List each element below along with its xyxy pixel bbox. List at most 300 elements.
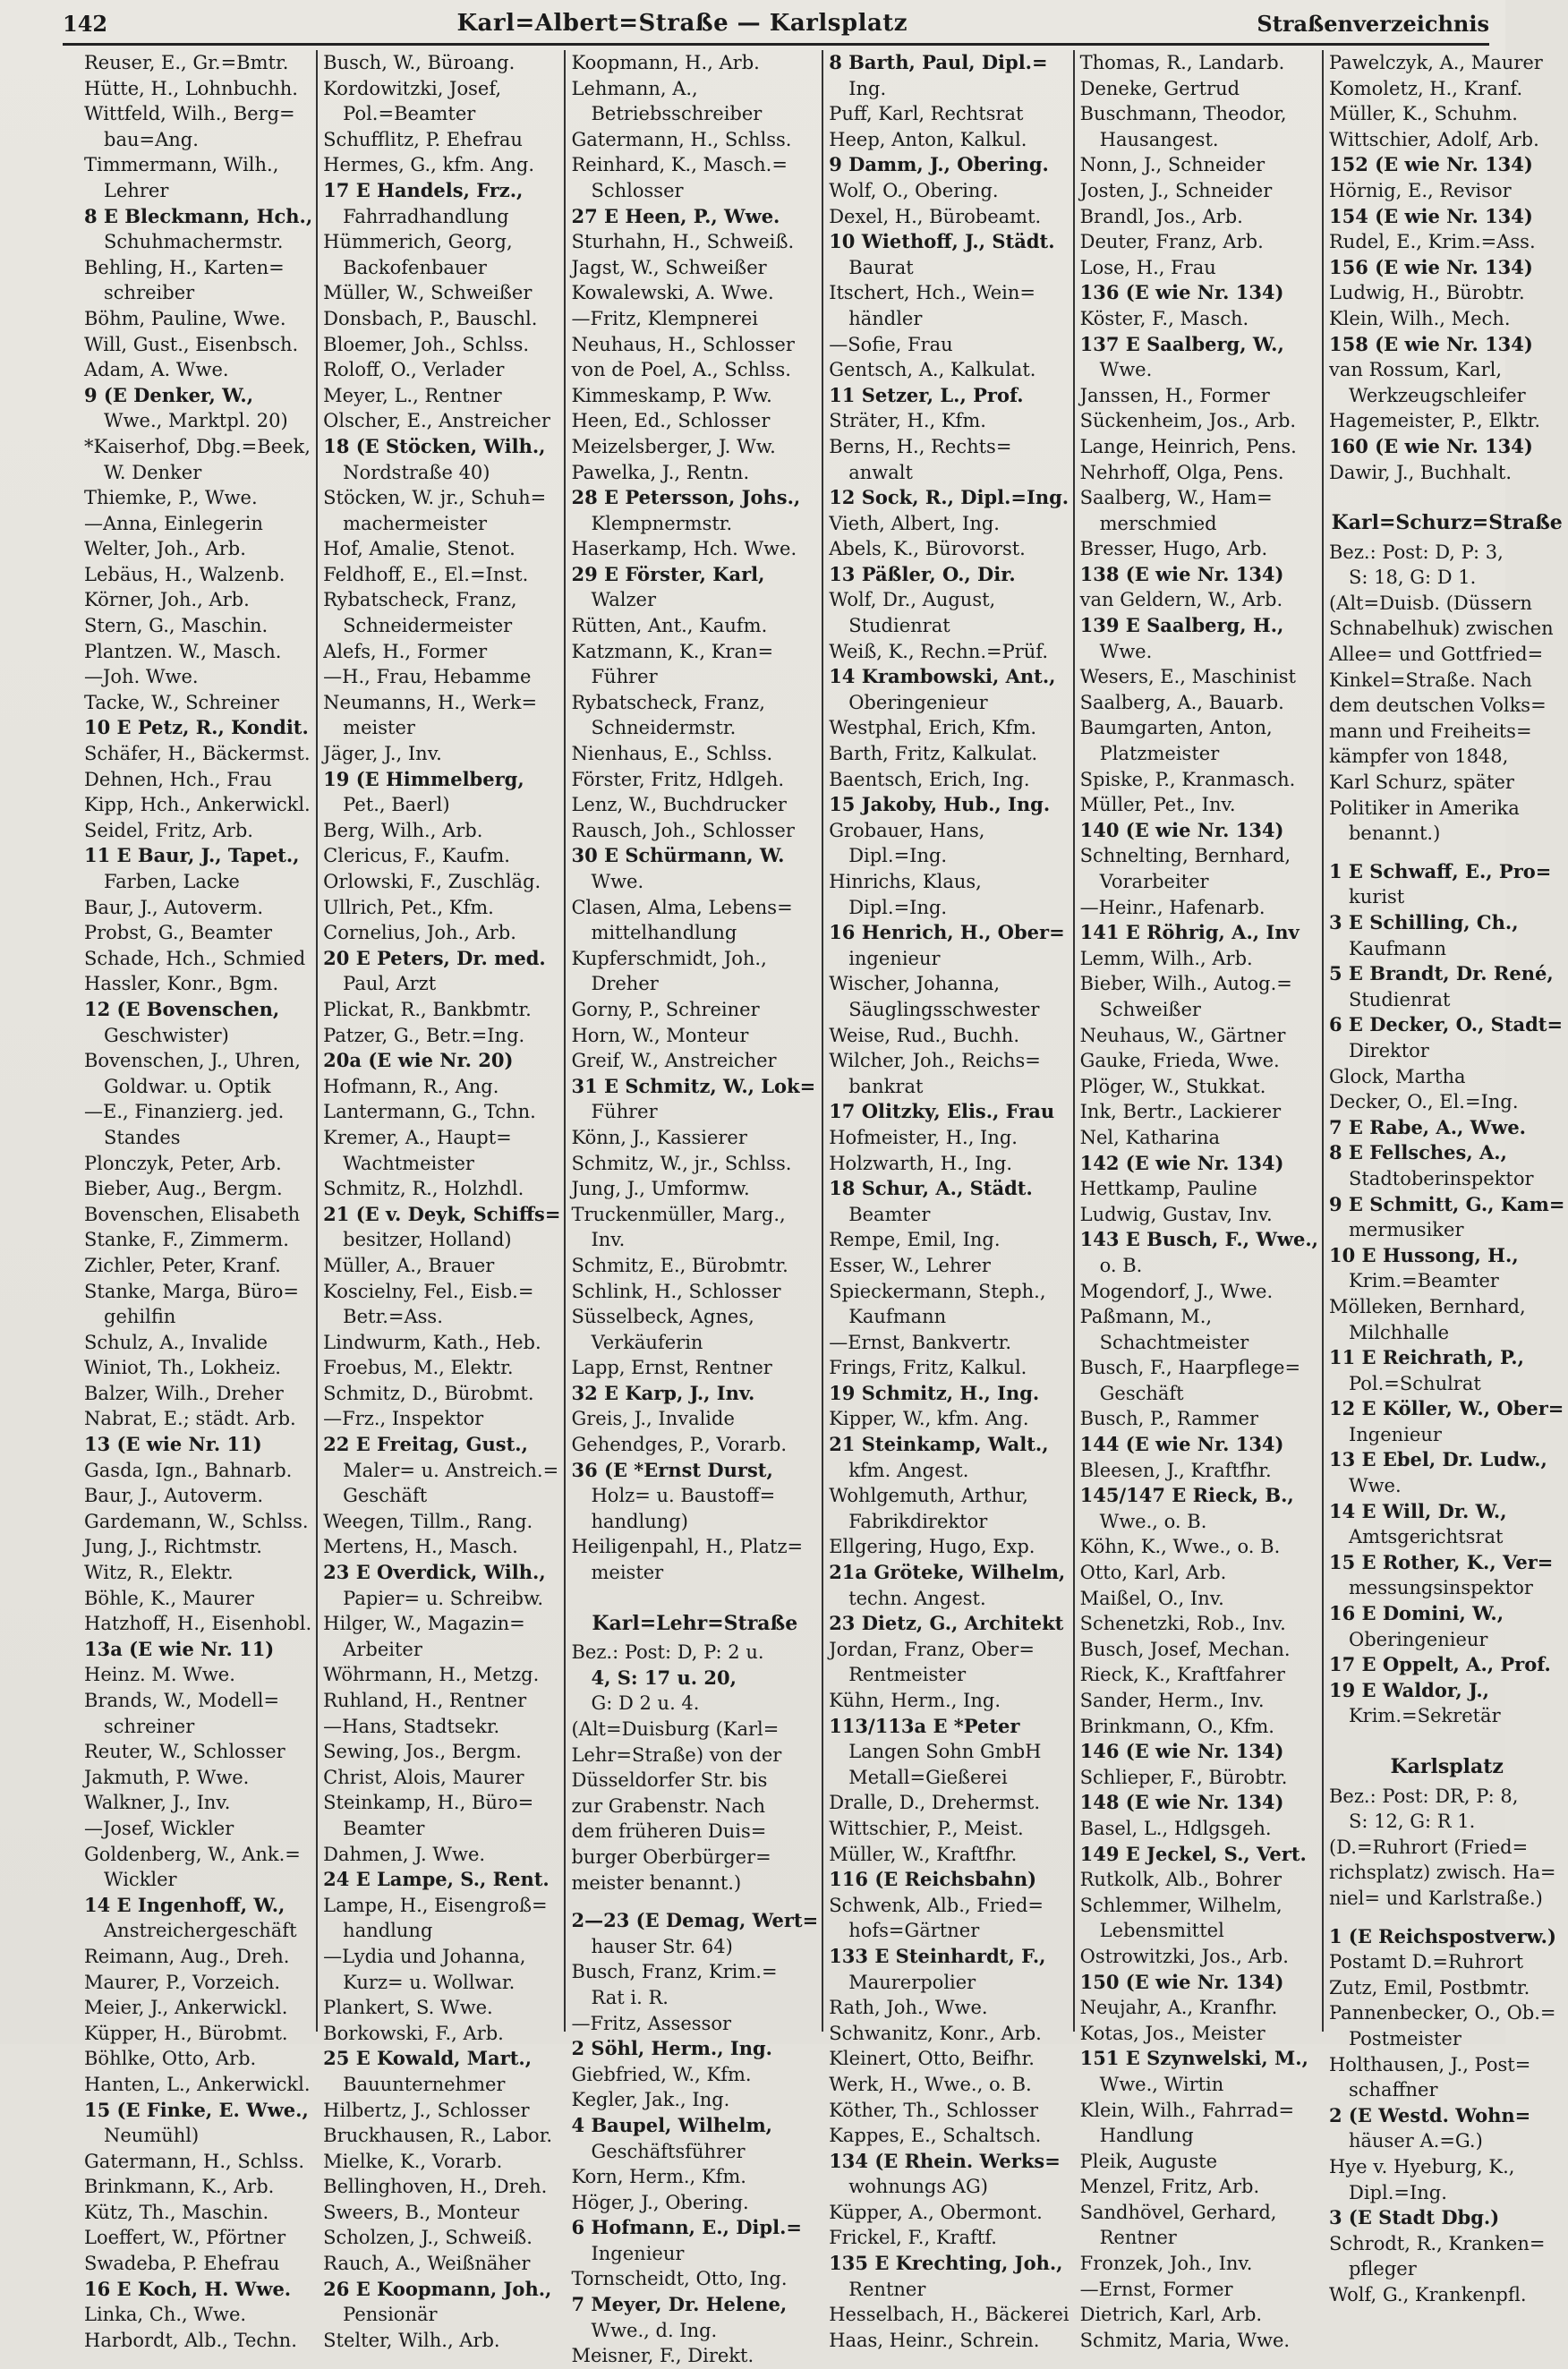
directory-entry-line: Fabrikdirektor	[848, 1510, 988, 1532]
directory-entry-line: Bieber, Wilh., Autog.=	[1079, 973, 1292, 995]
directory-entry-line: Plickat, R., Bankbmtr.	[323, 998, 532, 1020]
directory-entry-line: 2—23 (E Demag, Wert=	[571, 1909, 819, 1932]
directory-entry-line: Wwe., Marktpl. 20)	[104, 410, 288, 432]
directory-entry-line: Baumgarten, Anton,	[1079, 717, 1273, 739]
directory-entry-line: Geschäft	[1099, 1382, 1184, 1404]
directory-entry-line: Holthausen, J., Post=	[1328, 2053, 1531, 2075]
directory-entry-line: 21a Gröteke, Wilhelm,	[829, 1561, 1066, 1584]
directory-entry-line: Hilger, W., Magazin=	[323, 1613, 525, 1635]
directory-entry-line: Schmitz, E., Bürobmtr.	[571, 1254, 788, 1276]
directory-entry-line: 137 E Saalberg, W.,	[1079, 332, 1284, 355]
directory-entry-line: 154 (E wie Nr. 134)	[1328, 204, 1533, 227]
directory-entry-line: Postamt D.=Ruhrort	[1328, 1951, 1524, 1973]
directory-entry-line: (Alt=Duisburg (Karl=	[571, 1718, 780, 1740]
directory-entry-line: Bellinghoven, H., Dreh.	[323, 2176, 548, 2198]
directory-entry-line: Beamter	[343, 1817, 425, 1839]
directory-entry-line: Wittfeld, Wilh., Berg=	[84, 103, 295, 125]
directory-entry-line: Jakmuth, P. Wwe.	[84, 1766, 250, 1788]
directory-entry-line: Betriebsschreiber	[591, 103, 763, 125]
directory-entry-line: Wwe.	[1099, 640, 1153, 662]
directory-entry-line: Busch, Josef, Mechan.	[1079, 1638, 1291, 1660]
directory-entry-line: 156 (E wie Nr. 134)	[1328, 255, 1533, 278]
directory-entry-line: Kimmeskamp, P. Ww.	[571, 384, 772, 406]
directory-entry-line: Bresser, Hugo, Arb.	[1079, 538, 1268, 560]
directory-entry-line: Sträter, H., Kfm.	[829, 410, 986, 432]
directory-entry-line: Lebäus, H., Walzenb.	[84, 563, 285, 585]
directory-entry-line: 141 E Röhrig, A., Inv	[1079, 921, 1300, 944]
directory-entry-line: Beamter	[848, 1203, 931, 1225]
directory-entry-line: 151 E Szynwelski, M.,	[1079, 2047, 1308, 2070]
directory-entry-line: Brandl, Jos., Arb.	[1079, 205, 1243, 227]
directory-entry-line: Dralle, D., Drehermst.	[829, 1792, 1041, 1814]
directory-entry-line: Lampe, H., Eisengroß=	[323, 1894, 548, 1916]
directory-entry-line: Busch, F., Haarpflege=	[1079, 1357, 1301, 1379]
directory-entry-line: Walzer	[591, 589, 657, 611]
directory-entry-line: Feldhoff, E., El.=Inst.	[323, 563, 529, 585]
directory-entry-line: Rempe, Emil, Ing.	[829, 1229, 1001, 1251]
directory-entry-line: Komoletz, H., Kranf.	[1328, 77, 1523, 99]
directory-entry-line: Stöcken, W. jr., Schuh=	[323, 487, 547, 509]
directory-entry-line: Arbeiter	[343, 1638, 422, 1660]
directory-entry-line: Schulz, A., Invalide	[84, 1331, 268, 1353]
directory-entry-line: 26 E Koopmann, Joh.,	[323, 2277, 552, 2300]
directory-entry-line: Clericus, F., Kaufm.	[323, 845, 510, 867]
directory-entry-line: Lange, Heinrich, Pens.	[1079, 435, 1297, 457]
directory-entry-line: 2 Söhl, Herm., Ing.	[571, 2037, 772, 2060]
directory-entry-line: 16 Henrich, H., Ober=	[829, 921, 1065, 944]
directory-entry-line: Ing.	[848, 77, 887, 99]
directory-entry-line: machermeister	[343, 512, 488, 534]
directory-entry-line: Reinhard, K., Masch.=	[571, 154, 788, 176]
directory-column-3	[566, 50, 823, 2367]
directory-entry-line: Frings, Fritz, Kalkul.	[829, 1357, 1027, 1379]
directory-entry-line: Köhn, K., Wwe., o. B.	[1079, 1536, 1281, 1558]
directory-entry-line: Schrodt, R., Kranken=	[1328, 2232, 1546, 2254]
directory-entry-line: 24 E Lampe, S., Rent.	[323, 1868, 550, 1891]
directory-entry-line: Janssen, H., Former	[1079, 384, 1270, 406]
directory-entry-line: Vorarbeiter	[1099, 871, 1209, 892]
directory-entry-line: Meyer, L., Rentner	[323, 384, 502, 406]
directory-entry-line: Nel, Katharina	[1079, 1126, 1220, 1148]
directory-entry-line: Schmitz, W., jr., Schlss.	[571, 1152, 792, 1174]
directory-entry-line: Zichler, Peter, Kranf.	[84, 1254, 281, 1276]
directory-entry-line: 17 E Handels, Frz.,	[323, 178, 524, 201]
directory-entry-line: anwalt	[848, 461, 913, 483]
directory-entry-line: Ellgering, Hugo, Exp.	[829, 1536, 1035, 1558]
header-rule	[63, 43, 1489, 46]
directory-entry-line: Frickel, F., Kraftf.	[829, 2227, 997, 2249]
directory-entry-line: Dehnen, Hch., Frau	[84, 768, 272, 790]
directory-entry-line: Führer	[591, 1101, 658, 1123]
directory-entry-line: Maurerpolier	[848, 1971, 976, 1993]
directory-entry-line: *Kaiserhof, Dbg.=Beek,	[84, 435, 311, 457]
directory-entry-line: Katzmann, K., Kran=	[571, 640, 774, 662]
directory-entry-line: Wischer, Johanna,	[829, 973, 1001, 995]
directory-entry-line: Schneidermeister	[343, 615, 513, 637]
directory-entry-line: Itschert, Hch., Wein=	[829, 282, 1036, 304]
directory-entry-line: Paßmann, M.,	[1079, 1306, 1213, 1328]
directory-entry-line: Müller, A., Brauer	[323, 1254, 495, 1276]
directory-entry-line: Kinkel=Straße. Nach	[1328, 669, 1532, 691]
directory-entry-line: 22 E Freitag, Gust.,	[323, 1433, 528, 1456]
directory-entry-line: Hofmeister, H., Ing.	[829, 1126, 1018, 1148]
directory-entry-line: —Josef, Wickler	[84, 1817, 234, 1839]
directory-entry-line: Köther, Th., Schlosser	[829, 2099, 1039, 2121]
directory-entry-line: Rybatscheck, Franz,	[323, 589, 517, 611]
directory-entry-line: Hausangest.	[1099, 128, 1219, 150]
directory-entry-line: wohnungs AG)	[848, 2176, 988, 2198]
directory-entry-line: Inv.	[591, 1229, 626, 1251]
directory-entry-line: Sückenheim, Jos., Arb.	[1079, 410, 1297, 432]
spacer	[1329, 1912, 1564, 1924]
directory-entry-line: Dexel, H., Bürobeamt.	[829, 205, 1042, 227]
directory-entry-line: 20a (E wie Nr. 20)	[323, 1049, 514, 1072]
directory-entry-line: —Lydia und Johanna,	[323, 1945, 526, 1967]
directory-entry-line: 11 Setzer, L., Prof.	[829, 383, 1024, 406]
directory-entry-line: Clasen, Alma, Lebens=	[571, 896, 793, 918]
directory-entry-line: Hörnig, E., Revisor	[1328, 179, 1512, 201]
directory-entry-line: 10 E Hussong, H.,	[1328, 1243, 1519, 1266]
directory-entry-line: Bez.: Post: D, P: 3,	[1328, 541, 1504, 563]
directory-entry-line: Bauunternehmer	[343, 2073, 506, 2095]
directory-entry-line: Wöhrmann, H., Metzg.	[323, 1664, 540, 1686]
directory-entry-line: 4 Baupel, Wilhelm,	[571, 2113, 772, 2136]
directory-entry-line: Greif, W., Anstreicher	[571, 1050, 777, 1072]
directory-entry-line: Schlemmer, Wilhelm,	[1079, 1894, 1283, 1916]
directory-entry-line: 21 (E v. Deyk, Schiffs=	[323, 1202, 561, 1225]
directory-entry-line: von de Poel, A., Schlss.	[571, 359, 791, 381]
directory-entry-line: Spiske, P., Kranmasch.	[1079, 768, 1296, 790]
directory-entry-line: Fahrradhandlung	[343, 205, 509, 227]
directory-entry-line: Wilcher, Joh., Reichs=	[829, 1050, 1041, 1072]
directory-entry-line: Rybatscheck, Franz,	[571, 691, 765, 713]
directory-entry-line: 12 (E Bovenschen,	[84, 997, 280, 1020]
directory-entry-line: Rütten, Ant., Kaufm.	[571, 615, 768, 637]
directory-entry-line: 136 (E wie Nr. 134)	[1079, 281, 1284, 304]
directory-entry-line: Wwe., Wirtin	[1099, 2073, 1224, 2095]
directory-entry-line: häuser A.=G.)	[1348, 2130, 1483, 2152]
directory-entry-line: —Hans, Stadtsekr.	[323, 1715, 500, 1737]
directory-entry-line: 144 (E wie Nr. 134)	[1079, 1433, 1284, 1456]
directory-entry-line: 134 (E Rhein. Werks=	[829, 2149, 1061, 2172]
directory-entry-line: Neuhaus, W., Gärtner	[1079, 1024, 1286, 1046]
directory-entry-line: Hassler, Konr., Bgm.	[84, 973, 279, 995]
directory-entry-line: Rentner	[1099, 2227, 1177, 2249]
directory-entry-line: Hye v. Hyeburg, K.,	[1328, 2155, 1515, 2177]
directory-entry-line: Wesers, E., Maschinist	[1079, 666, 1296, 688]
directory-entry-line: van Geldern, W., Arb.	[1079, 589, 1283, 611]
directory-entry-line: kfm. Angest.	[848, 1459, 969, 1481]
directory-entry-line: Saalberg, A., Bauarb.	[1079, 691, 1284, 713]
directory-entry-line: S: 12, G: R 1.	[1348, 1811, 1476, 1833]
directory-entry-line: Jung, J., Richtmstr.	[84, 1536, 262, 1558]
directory-entry-line: (D.=Ruhrort (Fried=	[1328, 1836, 1529, 1858]
directory-entry-line: Meier, J., Ankerwickl.	[84, 1997, 288, 2019]
directory-entry-line: Dipl.=Ing.	[1348, 2181, 1447, 2203]
directory-entry-line: Milchhalle	[1348, 1321, 1450, 1343]
directory-entry-line: Brinkmann, O., Kfm.	[1079, 1715, 1274, 1737]
directory-entry-line: Harbordt, Alb., Techn.	[84, 2329, 297, 2351]
directory-entry-line: Esser, W., Lehrer	[829, 1254, 991, 1276]
directory-entry-line: —Ernst, Bankvertr.	[829, 1331, 1012, 1353]
directory-entry-line: Handlung	[1099, 2125, 1194, 2147]
directory-entry-line: Karl Schurz, später	[1328, 771, 1514, 794]
directory-entry-line: Geschwister)	[104, 1024, 229, 1046]
directory-entry-line: Farben, Lacke	[104, 871, 240, 892]
directory-entry-line: Meizelsberger, J. Ww.	[571, 435, 776, 457]
directory-entry-line: Schlosser	[591, 179, 684, 201]
directory-entry-line: Führer	[591, 666, 658, 688]
directory-entry-line: Ludwig, Gustav, Inv.	[1079, 1203, 1273, 1225]
directory-entry-line: 19 E Waldor, J.,	[1328, 1678, 1489, 1701]
directory-entry-line: Müller, W., Kraftfhr.	[829, 1843, 1018, 1865]
directory-entry-line: Maler= u. Anstreich.=	[343, 1459, 559, 1481]
directory-entry-line: merschmied	[1099, 512, 1217, 534]
directory-entry-line: Anstreichergeschäft	[104, 1920, 297, 1942]
directory-entry-line: Schwanitz, Konr., Arb.	[829, 2022, 1042, 2044]
directory-entry-line: burger Oberbürger=	[571, 1845, 771, 1868]
directory-entry-line: 140 (E wie Nr. 134)	[1079, 818, 1284, 841]
directory-entry-line: Rutkolk, Alb., Bohrer	[1079, 1869, 1283, 1891]
directory-entry-line: Mogendorf, J., Wwe.	[1079, 1280, 1274, 1302]
directory-entry-line: 19 (E Himmelberg,	[323, 767, 524, 790]
directory-entry-line: Wolf, Dr., August,	[829, 589, 996, 611]
directory-entry-line: Giebfried, W., Kfm.	[571, 2063, 752, 2085]
directory-entry-line: 146 (E wie Nr. 134)	[1079, 1740, 1284, 1763]
directory-entry-line: —H., Frau, Hebamme	[323, 666, 532, 688]
directory-entry-line: Rat i. R.	[591, 1986, 669, 2008]
directory-entry-line: 14 Krambowski, Ant.,	[829, 665, 1056, 688]
directory-entry-line: Klein, Wilh., Fahrrad=	[1079, 2099, 1295, 2121]
directory-entry-line: Dreher	[591, 973, 659, 995]
directory-entry-line: Grobauer, Hans,	[829, 819, 985, 841]
directory-entry-line: Buschmann, Theodor,	[1079, 103, 1287, 125]
directory-entry-line: techn. Angest.	[848, 1587, 986, 1609]
directory-entry-line: 31 E Schmitz, W., Lok=	[571, 1074, 816, 1097]
directory-entry-line: messungsinspektor	[1348, 1577, 1533, 1599]
directory-entry-line: 15 E Rother, K., Ver=	[1328, 1550, 1554, 1573]
directory-entry-line: Stanke, Marga, Büro=	[84, 1280, 299, 1302]
directory-entry-line: Zutz, Emil, Postbmtr.	[1328, 1976, 1530, 1998]
directory-entry-line: Pet., Baerl)	[343, 794, 450, 816]
directory-entry-line: Hümmerich, Georg,	[323, 231, 513, 253]
directory-entry-line: 6 Hofmann, E., Dipl.=	[571, 2216, 802, 2239]
directory-entry-line: Tornscheidt, Otto, Ing.	[571, 2268, 788, 2290]
directory-entry-line: Goldwar. u. Optik	[104, 1075, 271, 1097]
directory-entry-line: 12 Sock, R., Dipl.=Ing.	[829, 486, 1069, 509]
directory-entry-line: Bieber, Aug., Bergm.	[84, 1178, 283, 1200]
directory-column-4	[823, 50, 1074, 2351]
directory-entry-line: Rentmeister	[848, 1664, 967, 1686]
directory-entry-line: Weegen, Tillm., Rang.	[323, 1510, 533, 1532]
directory-entry-line: Dahmen, J. Wwe.	[323, 1843, 486, 1865]
directory-entry-line: Reimann, Aug., Dreh.	[84, 1945, 290, 1967]
page-title: Karl=Albert=Straße — Karlsplatz	[456, 10, 908, 37]
directory-entry-line: Korn, Herm., Kfm.	[571, 2166, 746, 2188]
directory-entry-line: Nienhaus, E., Schlss.	[571, 743, 773, 765]
directory-entry-line: Lebensmittel	[1099, 1920, 1224, 1942]
directory-entry-line: Dipl.=Ing.	[848, 896, 948, 918]
directory-entry-line: Backofenbauer	[343, 256, 487, 278]
directory-entry-line: Reuter, W., Schlosser	[84, 1741, 285, 1763]
directory-entry-line: (Alt=Duisb. (Düssern	[1328, 592, 1532, 614]
directory-entry-line: 14 E Ingenhoff, W.,	[84, 1893, 285, 1916]
directory-entry-line: Horn, W., Monteur	[571, 1024, 749, 1046]
directory-entry-line: Langen Sohn GmbH	[848, 1741, 1042, 1763]
directory-entry-line: Baur, J., Autoverm.	[84, 1485, 264, 1507]
directory-entry-line: Patzer, G., Betr.=Ing.	[323, 1024, 525, 1046]
directory-entry-line: 29 E Förster, Karl,	[571, 562, 765, 585]
directory-entry-line: Küpper, A., Obermont.	[829, 2201, 1043, 2223]
directory-entry-line: Ingenieur	[1348, 1423, 1442, 1445]
directory-entry-line: 16 E Domini, W.,	[1328, 1602, 1504, 1625]
directory-entry-line: Kütz, Th., Maschin.	[84, 2201, 269, 2223]
directory-entry-line: 135 E Krechting, Joh.,	[829, 2252, 1063, 2275]
directory-columns	[79, 50, 1565, 2367]
directory-entry-line: Wwe., d. Ing.	[591, 2319, 718, 2341]
directory-entry-line: Bovenschen, Elisabeth	[84, 1203, 301, 1225]
directory-entry-line: händler	[848, 307, 923, 329]
directory-entry-line: Kotas, Jos., Meister	[1079, 2022, 1265, 2044]
directory-entry-line: 17 Olitzky, Elis., Frau	[829, 1100, 1055, 1123]
directory-entry-line: Roloff, O., Verlader	[323, 359, 505, 381]
directory-entry-line: dem deutschen Volks=	[1328, 695, 1547, 717]
directory-entry-line: 15 Jakoby, Hub., Ing.	[829, 793, 1051, 816]
directory-entry-line: meister benannt.)	[571, 1871, 742, 1894]
directory-entry-line: —Fritz, Klempnerei	[571, 307, 758, 329]
directory-entry-line: 1 (E Reichspostverw.)	[1328, 1924, 1556, 1947]
directory-entry-line: bankrat	[848, 1075, 924, 1097]
directory-entry-line: Hagemeister, P., Elktr.	[1328, 410, 1540, 432]
directory-entry-line: Dawir, J., Buchhalt.	[1328, 461, 1513, 483]
directory-entry-line: Pleik, Auguste	[1079, 2150, 1217, 2172]
directory-entry-line: Donsbach, P., Bauschl.	[323, 307, 538, 329]
directory-entry-line: Maurer, P., Vorzeich.	[84, 1971, 281, 1993]
directory-entry-line: Nonn, J., Schneider	[1079, 154, 1265, 176]
directory-entry-line: Müller, W., Schweißer	[323, 282, 533, 304]
directory-entry-line: Pannenbecker, O., Ob.=	[1328, 2002, 1556, 2024]
directory-entry-line: 4, S: 17 u. 20,	[591, 1666, 737, 1689]
directory-entry-line: Körner, Joh., Arb.	[84, 589, 250, 611]
directory-entry-line: Neuhaus, H., Schlosser	[571, 333, 795, 355]
directory-column-1	[79, 50, 318, 2351]
spacer	[1329, 485, 1564, 498]
directory-entry-line: Sturhahn, H., Schweiß.	[571, 231, 795, 253]
directory-entry-line: Säuglingsschwester	[848, 998, 1040, 1020]
directory-entry-line: 3 E Schilling, Ch.,	[1328, 911, 1519, 933]
directory-entry-line: Schuhmachermstr.	[104, 231, 284, 253]
directory-entry-line: Metall=Gießerei	[848, 1766, 1008, 1788]
directory-entry-line: Werkzeugschleifer	[1348, 384, 1526, 406]
directory-entry-line: Wwe.	[1348, 1475, 1402, 1497]
directory-entry-line: Schnabelhuk) zwischen	[1328, 618, 1554, 640]
directory-entry-line: Kowalewski, A. Wwe.	[571, 282, 774, 304]
directory-entry-line: ingenieur	[848, 947, 941, 969]
directory-entry-line: Pol.=Schulrat	[1348, 1372, 1481, 1394]
directory-entry-line: 148 (E wie Nr. 134)	[1079, 1791, 1284, 1814]
directory-entry-line: Stelter, Wilh., Arb.	[323, 2329, 500, 2351]
directory-entry-line: Puff, Karl, Rechtsrat	[829, 103, 1024, 125]
directory-entry-line: Krim.=Beamter	[1348, 1270, 1499, 1292]
directory-entry-line: Lehmann, A.,	[571, 77, 698, 99]
directory-entry-line: Politiker in Amerika	[1328, 797, 1520, 819]
directory-entry-line: bau=Ang.	[104, 128, 199, 150]
directory-entry-line: Schlieper, F., Bürobtr.	[1079, 1766, 1288, 1788]
directory-entry-line: Scholzen, J., Schweiß.	[323, 2227, 533, 2249]
directory-entry-line: 19 Schmitz, H., Ing.	[829, 1381, 1040, 1404]
directory-entry-line: Könn, J., Kassierer	[571, 1126, 747, 1148]
directory-entry-line: —Sofie, Frau	[829, 333, 953, 355]
directory-entry-line: Sandhövel, Gerhard,	[1079, 2201, 1277, 2223]
directory-entry-line: Berns, H., Rechts=	[829, 435, 1012, 457]
directory-entry-line: 8 E Bleckmann, Hch.,	[84, 204, 313, 227]
directory-entry-line: 23 Dietz, G., Architekt	[829, 1612, 1064, 1635]
directory-entry-line: Busch, Franz, Krim.=	[571, 1961, 778, 1983]
directory-entry-line: Plöger, W., Stukkat.	[1079, 1075, 1266, 1097]
street-heading: Karl=Schurz=Straße	[1331, 511, 1563, 535]
directory-entry-line: Berg, Wilh., Arb.	[323, 819, 483, 841]
directory-entry-line: Rudel, E., Krim.=Ass.	[1328, 231, 1536, 253]
directory-entry-line: Gentsch, A., Kalkulat.	[829, 359, 1036, 381]
directory-entry-line: Lantermann, G., Tchn.	[323, 1101, 536, 1123]
directory-entry-line: G: D 2 u. 4.	[591, 1692, 700, 1715]
directory-entry-line: hofs=Gärtner	[848, 1920, 980, 1942]
directory-entry-line: Plankert, S. Wwe.	[323, 1997, 493, 2019]
directory-entry-line: schaffner	[1348, 2079, 1438, 2101]
directory-entry-line: Wohlgemuth, Arthur,	[829, 1485, 1028, 1507]
directory-entry-line: Balzer, Wilh., Dreher	[84, 1382, 284, 1404]
directory-entry-line: Borkowski, F., Arb.	[323, 2022, 504, 2044]
directory-entry-line: Baur, J., Autoverm.	[84, 896, 264, 918]
directory-entry-line: 13 Päßler, O., Dir.	[829, 562, 1016, 585]
directory-entry-line: Schlink, H., Schlosser	[571, 1280, 781, 1302]
directory-entry-line: —Heinr., Hafenarb.	[1079, 896, 1265, 918]
directory-entry-line: Baentsch, Erich, Ing.	[829, 768, 1030, 790]
directory-entry-line: Haas, Heinr., Schrein.	[829, 2329, 1040, 2351]
directory-entry-line: Müller, Pet., Inv.	[1079, 794, 1236, 816]
directory-entry-line: Jung, J., Umformw.	[571, 1178, 750, 1200]
directory-entry-line: Menzel, Fritz, Arb.	[1079, 2176, 1260, 2198]
directory-entry-line: Geschäft	[343, 1485, 428, 1507]
directory-column-5	[1075, 50, 1324, 2351]
directory-entry-line: Bez.: Post: D, P: 2 u.	[571, 1641, 764, 1664]
directory-entry-line: niel= und Karlstraße.)	[1328, 1887, 1543, 1909]
directory-entry-line: Gasda, Ign., Bahnarb.	[84, 1459, 293, 1481]
directory-entry-line: Wolf, O., Obering.	[829, 179, 999, 201]
directory-entry-line: Heiligenpahl, H., Platz=	[571, 1536, 804, 1558]
directory-entry-line: 9 E Schmitt, G., Kam=	[1328, 1192, 1565, 1215]
directory-entry-line: 17 E Oppelt, A., Prof.	[1328, 1653, 1551, 1676]
directory-entry-line: Abels, K., Bürovorst.	[829, 538, 1026, 560]
directory-entry-line: Schenetzki, Rob., Inv.	[1079, 1613, 1286, 1635]
directory-entry-line: Alefs, H., Former	[323, 640, 488, 662]
directory-entry-line: 11 E Reichrath, P.,	[1328, 1346, 1524, 1369]
directory-entry-line: Böhle, K., Maurer	[84, 1587, 254, 1609]
directory-entry-line: Dietrich, Karl, Arb.	[1079, 2304, 1263, 2326]
directory-entry-line: Neumühl)	[104, 2125, 200, 2147]
directory-entry-line: Böhm, Pauline, Wwe.	[84, 307, 286, 329]
directory-entry-line: Plonczyk, Peter, Arb.	[84, 1152, 282, 1174]
directory-entry-line: Truckenmüller, Marg.,	[571, 1203, 786, 1225]
spacer	[1329, 1729, 1564, 1742]
directory-entry-line: 13a (E wie Nr. 11)	[84, 1637, 275, 1660]
directory-entry-line: Nabrat, E.; städt. Arb.	[84, 1408, 296, 1430]
directory-entry-line: Köster, F., Masch.	[1079, 307, 1249, 329]
directory-entry-line: Gatermann, H., Schlss.	[84, 2150, 304, 2172]
directory-entry-line: Rentner	[848, 2278, 926, 2300]
directory-entry-line: Gehendges, P., Vorarb.	[571, 1434, 788, 1456]
directory-entry-line: 113/113a E *Peter	[829, 1714, 1020, 1737]
